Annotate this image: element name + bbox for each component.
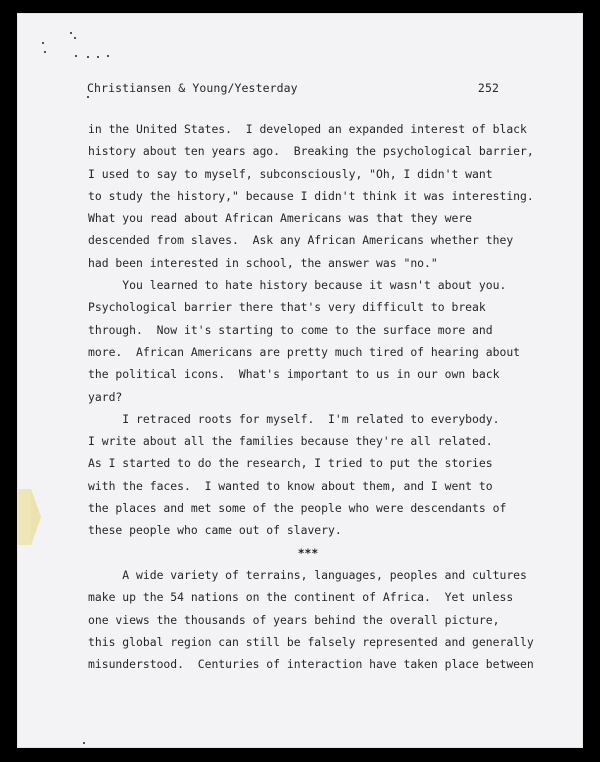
text-line: I retraced roots for myself. I'm related to everybody. — [88, 411, 500, 426]
text-line: yard? — [88, 389, 123, 404]
ink-speck — [74, 37, 76, 39]
sticky-note-tab — [17, 489, 31, 545]
text-line: As I started to do the research, I tried to put the stories — [88, 456, 493, 471]
text-line: this global region can still be falsely represented and generally — [88, 634, 534, 649]
ink-speck — [42, 42, 44, 44]
sticky-note-fold — [31, 489, 41, 545]
section-separator: *** — [297, 545, 319, 560]
text-line: A wide variety of terrains, languages, peoples and cultures — [88, 567, 527, 582]
ink-speck — [75, 55, 77, 57]
ink-speck — [87, 56, 89, 58]
text-line: I used to say to myself, subconsciously, "Oh, I didn't want — [88, 166, 493, 181]
text-line: What you read about African Americans was that they were — [88, 211, 473, 226]
text-line: had been interested in school, the answer was "no." — [88, 255, 438, 270]
text-line: these people who came out of slavery. — [88, 523, 342, 538]
ink-speck — [83, 742, 85, 744]
text-line: through. Now it's starting to come to the surface more and — [88, 322, 493, 337]
ink-speck — [107, 55, 109, 57]
text-line: Psychological barrier there that's very difficult to break — [88, 300, 486, 315]
text-line: You learned to hate history because it wasn't about you. — [88, 278, 507, 293]
ink-speck — [70, 32, 72, 34]
body-text — [88, 118, 534, 675]
text-line: more. African Americans are pretty much tired of hearing about — [88, 344, 521, 359]
text-line: history about ten years ago. Breaking the psychological barrier, — [88, 144, 534, 159]
document-page — [17, 13, 583, 748]
ink-speck — [44, 51, 46, 53]
text-line: to study the history," because I didn't think it was interesting. — [88, 188, 534, 203]
ink-speck — [87, 96, 89, 98]
text-line: I write about all the families because they're all related. — [88, 434, 493, 449]
text-line: with the faces. I wanted to know about them, and I went to — [88, 478, 493, 493]
text-line: the political icons. What's important to us in our own back — [88, 367, 500, 382]
running-title: Christiansen & Young/Yesterday — [87, 81, 298, 95]
ink-speck — [97, 56, 99, 58]
text-line: make up the 54 nations on the continent of Africa. Yet unless — [88, 590, 514, 605]
text-line: one views the thousands of years behind the overall picture, — [88, 612, 500, 627]
page-number: 252 — [477, 81, 499, 95]
text-line: in the United States. I developed an expanded interest of black — [88, 122, 527, 136]
text-line: misunderstood. Centuries of interaction have taken place between — [88, 657, 534, 672]
text-line: descended from slaves. Ask any African Americans whether they — [88, 233, 514, 248]
running-header — [87, 81, 499, 95]
text-line: the places and met some of the people who were descendants of — [88, 501, 507, 516]
